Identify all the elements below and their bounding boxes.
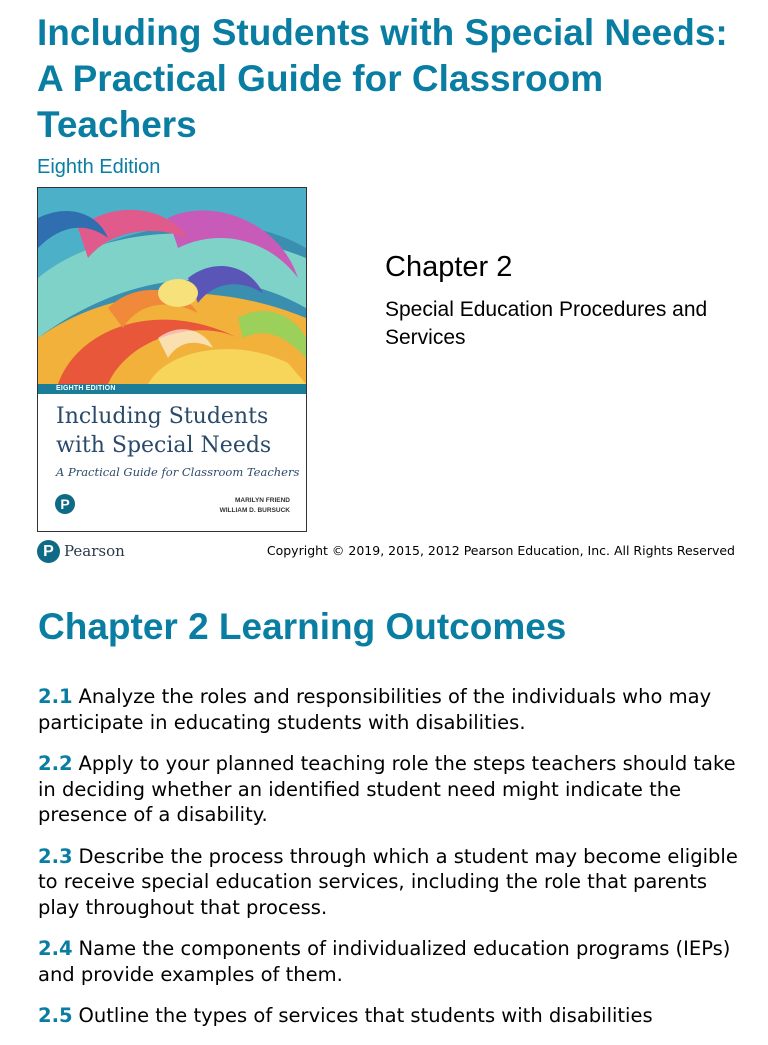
outcome-item: [38, 684, 738, 735]
cover-subtitle: A Practical Guide for Classroom Teachers: [56, 465, 300, 479]
edition-label: Eighth Edition: [37, 156, 161, 178]
outcome-text: Apply to your planned teaching role the steps teachers should take in deciding whether an identified student need might indicate the presence of a disability.: [38, 752, 736, 826]
pearson-wordmark: Pearson: [64, 542, 125, 560]
outcome-text: Name the components of individualized education programs (IEPs) and provide examples of them.: [38, 937, 731, 986]
pearson-mark-icon: P: [37, 540, 60, 563]
outcome-number: 2.2: [38, 752, 73, 775]
book-title: Including Students with Special Needs: A Practical Guide for Classroom Teachers: [37, 12, 728, 145]
outcome-number: 2.3: [38, 844, 73, 868]
outcomes-heading: Chapter 2 Learning Outcomes: [38, 606, 567, 647]
chapter-label: Chapter 2: [385, 251, 513, 283]
book-cover: [37, 187, 307, 532]
cover-artwork: [38, 188, 306, 384]
outcome-text: Analyze the roles and responsibilities of the individuals who may participate in educating students with disabilities.: [38, 685, 712, 734]
outcome-number: 2.1: [38, 685, 73, 708]
cover-edition-band: [38, 384, 306, 394]
outcome-text: Describe the process through which a student may become eligible to receive special education services, including the role that parents play throughout that process.: [38, 844, 738, 919]
outcome-number: 2.4: [38, 937, 73, 960]
copyright-notice: Copyright © 2019, 2015, 2012 Pearson Education, Inc. All Rights Reserved: [266, 543, 735, 558]
outcomes-list: [38, 684, 738, 1045]
cover-authors: [220, 496, 290, 516]
cover-edition-label: EIGHTH EDITION: [56, 385, 116, 392]
cover-title: Including Students with Special Needs: [56, 404, 272, 458]
outcome-number: 2.5: [38, 1004, 73, 1027]
cover-author: MARILYN FRIEND: [234, 497, 290, 504]
cover-pearson-logo-icon: P: [55, 494, 75, 514]
outcome-text: Outline the types of services that students with disabilities: [78, 1004, 653, 1027]
chapter-title: Special Education Procedures and Services: [385, 298, 708, 349]
outcome-item: [38, 844, 738, 921]
cover-author: WILLIAM D. BURSUCK: [219, 507, 290, 514]
outcome-item: [38, 936, 738, 987]
outcome-item: [38, 751, 738, 828]
outcome-item: [38, 1003, 738, 1029]
